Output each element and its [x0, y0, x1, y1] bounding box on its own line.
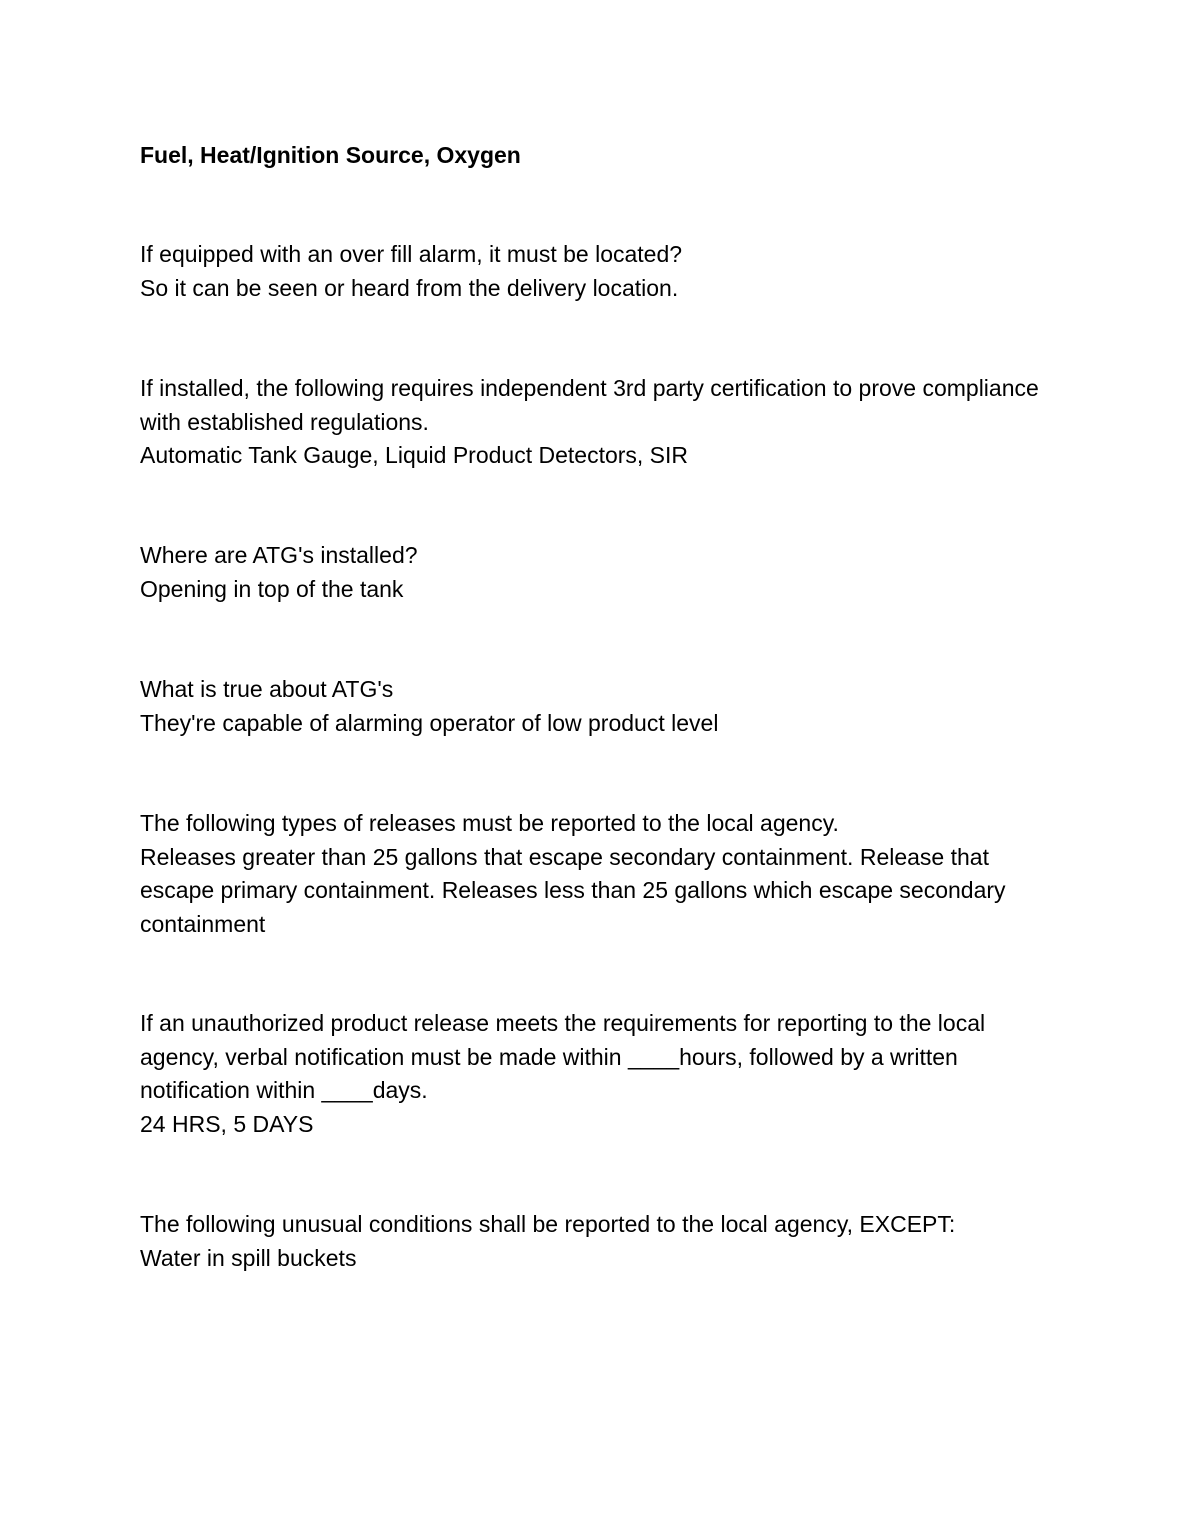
question-text: Where are ATG's installed?	[140, 542, 418, 568]
question-text: If installed, the following requires independent 3rd party certification to prove compliance with established regulations.	[140, 375, 1039, 435]
page-title: Fuel, Heat/Ignition Source, Oxygen	[140, 142, 521, 168]
answer-text: Opening in top of the tank	[140, 575, 404, 602]
question-text: If an unauthorized product release meets the requirements for reporting to the local agency, verbal notification must be made within ____hours, followed by a written notification within ____days.	[140, 1010, 986, 1103]
answer-text: Automatic Tank Gauge, Liquid Product Detectors, SIR	[140, 442, 689, 468]
answer-text: 24 HRS, 5 DAYS	[140, 1110, 314, 1137]
answer-text: So it can be seen or heard from the delivery location.	[140, 274, 679, 301]
qa-item-notification-deadlines	[140, 1007, 1050, 1141]
answer-text: They're capable of alarming operator of low product level	[140, 709, 719, 736]
question-text: If equipped with an over fill alarm, it must be located?	[140, 241, 683, 267]
qa-item-reportable-releases	[140, 807, 1050, 941]
answer-text: Water in spill buckets	[140, 1244, 357, 1271]
qa-item-atg-facts	[140, 673, 1050, 740]
answer-text: Releases greater than 25 gallons that escape secondary containment. Release that escape primary containment. Releases less than 25 gallons which escape secondary containment	[140, 843, 1006, 937]
qa-item-overfill-alarm	[140, 238, 1050, 305]
question-text: What is true about ATG's	[140, 676, 394, 702]
question-text: The following types of releases must be reported to the local agency.	[140, 810, 839, 836]
qa-item-atg-location	[140, 539, 1050, 606]
qa-item-third-party-certification	[140, 372, 1050, 473]
question-text: The following unusual conditions shall be reported to the local agency, EXCEPT:	[140, 1211, 956, 1237]
qa-item-unusual-conditions	[140, 1208, 1050, 1275]
